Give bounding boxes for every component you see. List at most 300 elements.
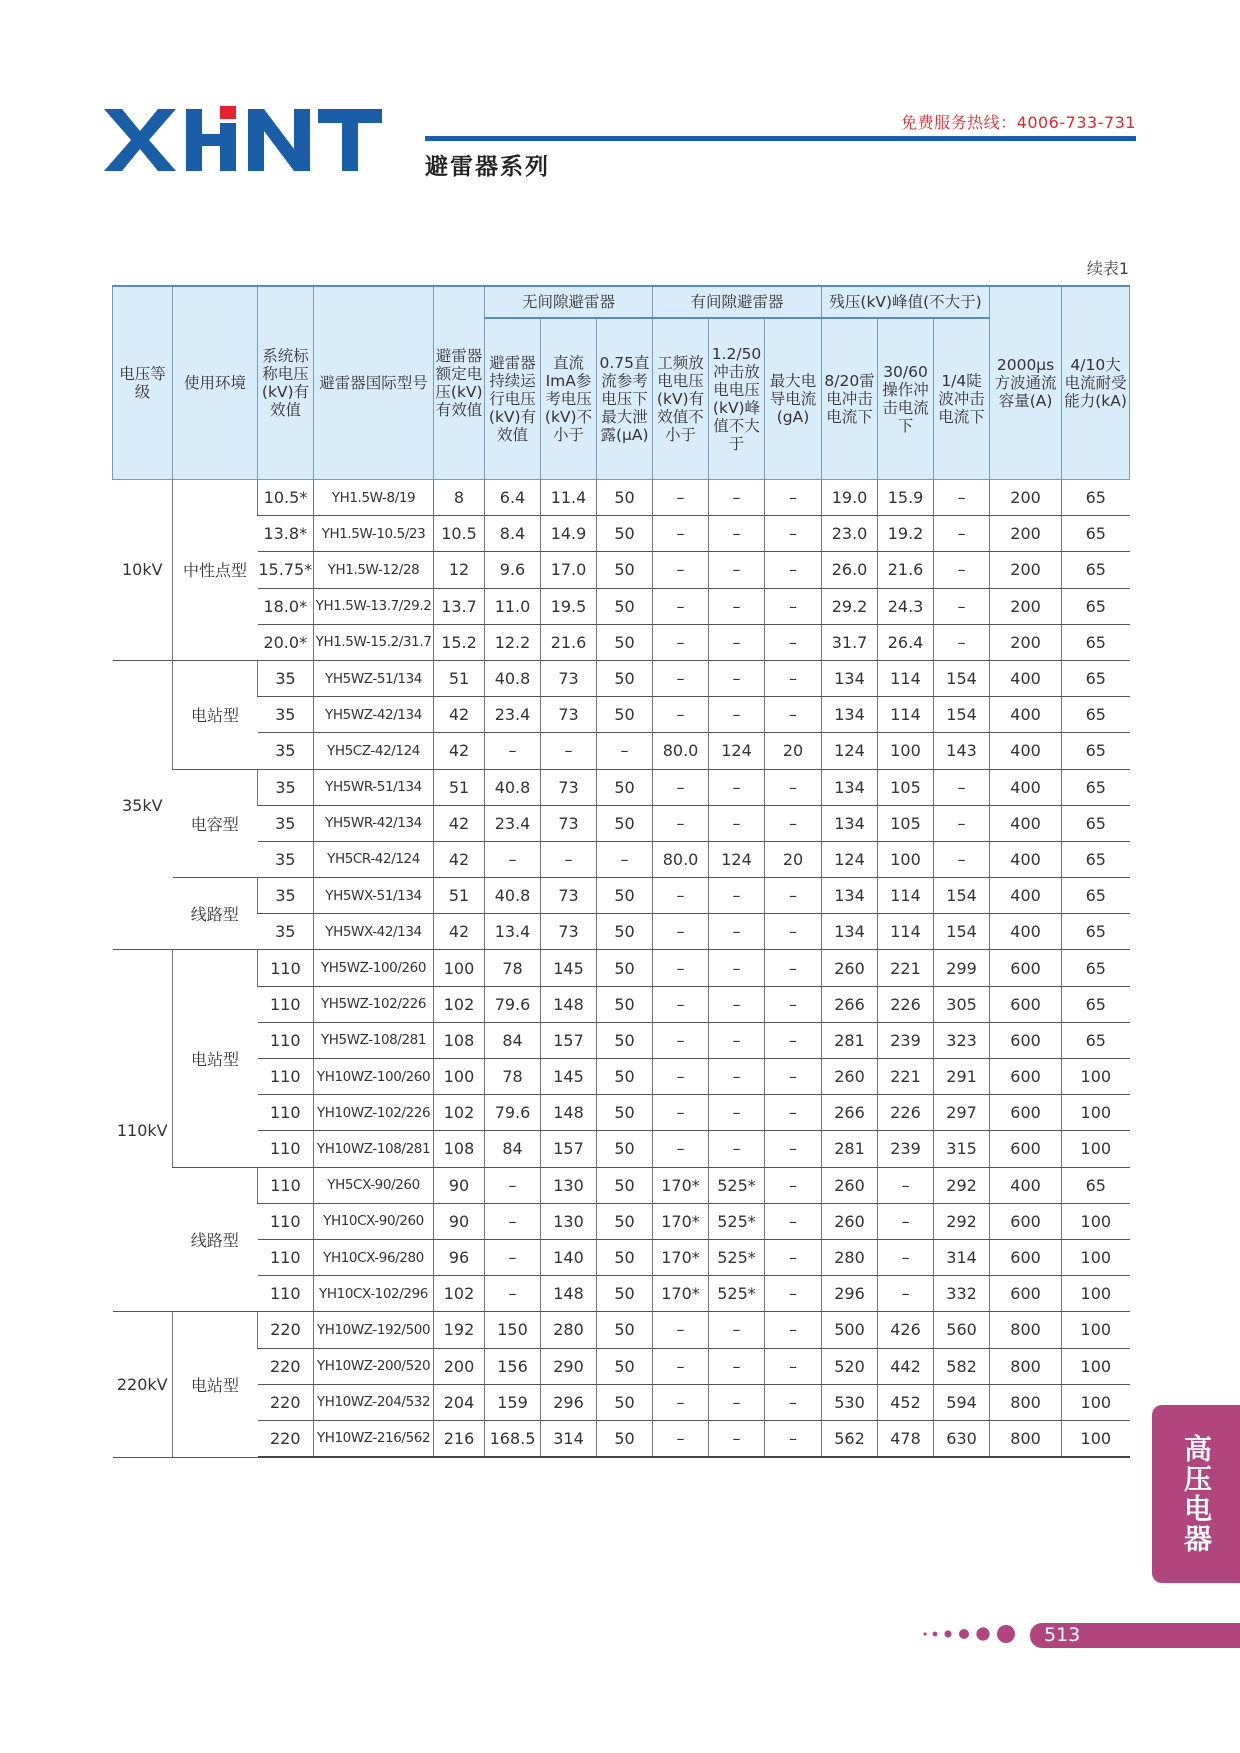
cell-high-current: 100 xyxy=(1062,1348,1130,1384)
cell-square-wave: 400 xyxy=(990,914,1062,950)
cell-system-voltage: 35 xyxy=(258,878,314,914)
cell-steep-residual: 314 xyxy=(934,1239,990,1275)
cell-impulse-discharge: – xyxy=(709,1022,765,1058)
cell-dc-reference: 290 xyxy=(541,1348,597,1384)
cell-model: YH5WX-51/134 xyxy=(314,878,434,914)
cell-square-wave: 400 xyxy=(990,697,1062,733)
cell-leakage: 50 xyxy=(597,1022,653,1058)
group-env-line-35kv: 线路型 xyxy=(173,878,258,950)
cell-power-frequency: – xyxy=(653,1059,709,1095)
cell-square-wave: 200 xyxy=(990,516,1062,552)
cell-lightning-residual: 134 xyxy=(822,697,878,733)
cell-steep-residual: 154 xyxy=(934,878,990,914)
cell-power-frequency: – xyxy=(653,1420,709,1457)
cell-system-voltage: 35 xyxy=(258,733,314,769)
cell-steep-residual: – xyxy=(934,769,990,805)
group-env-station-35kv: 电站型 xyxy=(173,660,258,769)
cell-power-frequency: – xyxy=(653,1312,709,1348)
cell-dc-reference: 19.5 xyxy=(541,588,597,624)
cell-switching-residual: 452 xyxy=(878,1384,934,1420)
cell-max-conduct: – xyxy=(765,480,822,516)
cell-model: YH5WZ-42/134 xyxy=(314,697,434,733)
cell-high-current: 65 xyxy=(1062,878,1130,914)
page-dots-decoration xyxy=(920,1622,1028,1646)
cell-continuous-voltage: 11.0 xyxy=(485,588,541,624)
cell-rated-voltage: 102 xyxy=(434,986,485,1022)
group-voltage-220kv: 220kV xyxy=(113,1312,173,1457)
cell-impulse-discharge: – xyxy=(709,697,765,733)
cell-switching-residual: 114 xyxy=(878,660,934,696)
cell-steep-residual: – xyxy=(934,841,990,877)
cell-power-frequency: 80.0 xyxy=(653,841,709,877)
cell-high-current: 65 xyxy=(1062,950,1130,986)
cell-high-current: 65 xyxy=(1062,516,1130,552)
table-row xyxy=(113,588,1130,624)
cell-switching-residual: 15.9 xyxy=(878,480,934,516)
cell-continuous-voltage: 13.4 xyxy=(485,914,541,950)
cell-impulse-discharge: – xyxy=(709,1059,765,1095)
table-row xyxy=(113,878,1130,914)
header-power-frequency: 工频放电电压(kV)有效值不小于 xyxy=(653,318,709,480)
cell-max-conduct: – xyxy=(765,986,822,1022)
cell-continuous-voltage: 78 xyxy=(485,950,541,986)
cell-impulse-discharge: – xyxy=(709,1348,765,1384)
cell-impulse-discharge: – xyxy=(709,624,765,660)
cell-steep-residual: 154 xyxy=(934,660,990,696)
header-divider xyxy=(425,136,1136,141)
cell-dc-reference: – xyxy=(541,841,597,877)
cell-steep-residual: 297 xyxy=(934,1095,990,1131)
cell-impulse-discharge: 525* xyxy=(709,1167,765,1203)
cell-switching-residual: 24.3 xyxy=(878,588,934,624)
cell-dc-reference: 157 xyxy=(541,1131,597,1167)
cell-model: YH10WZ-216/562 xyxy=(314,1420,434,1457)
cell-switching-residual: – xyxy=(878,1276,934,1312)
cell-power-frequency: – xyxy=(653,624,709,660)
cell-square-wave: 400 xyxy=(990,1167,1062,1203)
cell-impulse-discharge: – xyxy=(709,1312,765,1348)
cell-system-voltage: 35 xyxy=(258,914,314,950)
cell-continuous-voltage: 6.4 xyxy=(485,480,541,516)
cell-model: YH5CR-42/124 xyxy=(314,841,434,877)
cell-rated-voltage: 42 xyxy=(434,733,485,769)
cell-lightning-residual: 530 xyxy=(822,1384,878,1420)
cell-max-conduct: 20 xyxy=(765,733,822,769)
cell-model: YH10WZ-200/520 xyxy=(314,1348,434,1384)
group-voltage-110kv: 110kV xyxy=(113,950,173,1312)
cell-rated-voltage: 216 xyxy=(434,1420,485,1457)
cell-dc-reference: 296 xyxy=(541,1384,597,1420)
cell-square-wave: 400 xyxy=(990,769,1062,805)
cell-steep-residual: 292 xyxy=(934,1203,990,1239)
cell-max-conduct: – xyxy=(765,1022,822,1058)
cell-square-wave: 400 xyxy=(990,660,1062,696)
cell-square-wave: 600 xyxy=(990,1022,1062,1058)
table-row xyxy=(113,805,1130,841)
cell-dc-reference: 130 xyxy=(541,1167,597,1203)
cell-lightning-residual: 266 xyxy=(822,986,878,1022)
cell-system-voltage: 220 xyxy=(258,1312,314,1348)
cell-rated-voltage: 8 xyxy=(434,480,485,516)
cell-leakage: 50 xyxy=(597,914,653,950)
table-row xyxy=(113,516,1130,552)
cell-rated-voltage: 13.7 xyxy=(434,588,485,624)
cell-system-voltage: 220 xyxy=(258,1348,314,1384)
cell-lightning-residual: 124 xyxy=(822,733,878,769)
header-gapped-group: 有间隙避雷器 xyxy=(653,286,822,318)
cell-model: YH5WR-51/134 xyxy=(314,769,434,805)
cell-max-conduct: – xyxy=(765,624,822,660)
cell-dc-reference: 73 xyxy=(541,914,597,950)
cell-max-conduct: – xyxy=(765,660,822,696)
cell-model: YH5CZ-42/124 xyxy=(314,733,434,769)
cell-leakage: 50 xyxy=(597,480,653,516)
group-env-station-220kv: 电站型 xyxy=(173,1312,258,1457)
cell-dc-reference: 73 xyxy=(541,660,597,696)
cell-system-voltage: 220 xyxy=(258,1384,314,1420)
cell-power-frequency: 170* xyxy=(653,1239,709,1275)
cell-max-conduct: – xyxy=(765,1384,822,1420)
cell-leakage: 50 xyxy=(597,1420,653,1457)
cell-square-wave: 600 xyxy=(990,1095,1062,1131)
cell-lightning-residual: 260 xyxy=(822,950,878,986)
cell-continuous-voltage: – xyxy=(485,1276,541,1312)
table-row xyxy=(113,733,1130,769)
arrester-spec-table xyxy=(112,285,1130,1458)
cell-dc-reference: 21.6 xyxy=(541,624,597,660)
cell-system-voltage: 35 xyxy=(258,697,314,733)
cell-system-voltage: 110 xyxy=(258,1203,314,1239)
cell-leakage: – xyxy=(597,841,653,877)
cell-impulse-discharge: – xyxy=(709,805,765,841)
cell-leakage: 50 xyxy=(597,986,653,1022)
cell-max-conduct: – xyxy=(765,552,822,588)
table-row xyxy=(113,1276,1130,1312)
cell-steep-residual: 315 xyxy=(934,1131,990,1167)
cell-system-voltage: 110 xyxy=(258,1022,314,1058)
cell-impulse-discharge: 525* xyxy=(709,1276,765,1312)
cell-impulse-discharge: – xyxy=(709,516,765,552)
cell-switching-residual: 19.2 xyxy=(878,516,934,552)
header-dc-reference: 直流ImA参考电压(kV)不小于 xyxy=(541,318,597,480)
cell-max-conduct: – xyxy=(765,1348,822,1384)
cell-steep-residual: 299 xyxy=(934,950,990,986)
cell-lightning-residual: 500 xyxy=(822,1312,878,1348)
cell-rated-voltage: 102 xyxy=(434,1276,485,1312)
cell-continuous-voltage: 23.4 xyxy=(485,805,541,841)
cell-system-voltage: 20.0* xyxy=(258,624,314,660)
cell-continuous-voltage: – xyxy=(485,733,541,769)
cell-power-frequency: 80.0 xyxy=(653,733,709,769)
cell-lightning-residual: 520 xyxy=(822,1348,878,1384)
cell-leakage: 50 xyxy=(597,1095,653,1131)
header-gapless-group: 无间隙避雷器 xyxy=(485,286,653,318)
cell-rated-voltage: 100 xyxy=(434,1059,485,1095)
cell-switching-residual: – xyxy=(878,1239,934,1275)
cell-continuous-voltage: 9.6 xyxy=(485,552,541,588)
cell-high-current: 65 xyxy=(1062,769,1130,805)
cell-steep-residual: 292 xyxy=(934,1167,990,1203)
cell-model: YH5WX-42/134 xyxy=(314,914,434,950)
side-tab-label: 高压电器 xyxy=(1180,1434,1213,1554)
cell-power-frequency: – xyxy=(653,805,709,841)
cell-high-current: 100 xyxy=(1062,1095,1130,1131)
cell-rated-voltage: 102 xyxy=(434,1095,485,1131)
cell-square-wave: 800 xyxy=(990,1312,1062,1348)
cell-square-wave: 400 xyxy=(990,805,1062,841)
cell-system-voltage: 13.8* xyxy=(258,516,314,552)
cell-switching-residual: 426 xyxy=(878,1312,934,1348)
cell-model: YH5WR-42/134 xyxy=(314,805,434,841)
continued-label: 续表1 xyxy=(1086,259,1129,278)
cell-square-wave: 600 xyxy=(990,986,1062,1022)
table-row xyxy=(113,1131,1130,1167)
table-row xyxy=(113,841,1130,877)
cell-model: YH1.5W-15.2/31.7 xyxy=(314,624,434,660)
cell-leakage: 50 xyxy=(597,1348,653,1384)
cell-rated-voltage: 96 xyxy=(434,1239,485,1275)
cell-lightning-residual: 19.0 xyxy=(822,480,878,516)
cell-max-conduct: – xyxy=(765,914,822,950)
header-model: 避雷器国际型号 xyxy=(314,286,434,480)
header-leakage: 0.75直流参考电压下最大泄露(μA) xyxy=(597,318,653,480)
cell-leakage: 50 xyxy=(597,588,653,624)
cell-lightning-residual: 296 xyxy=(822,1276,878,1312)
cell-rated-voltage: 51 xyxy=(434,878,485,914)
header-impulse-discharge: 1.2/50冲击放电电压(kV)峰值不大于 xyxy=(709,318,765,480)
header-high-current: 4/10大电流耐受能力(kA) xyxy=(1062,286,1130,480)
cell-dc-reference: 148 xyxy=(541,986,597,1022)
cell-high-current: 100 xyxy=(1062,1131,1130,1167)
cell-switching-residual: 221 xyxy=(878,1059,934,1095)
cell-impulse-discharge: – xyxy=(709,769,765,805)
table-row xyxy=(113,1059,1130,1095)
cell-high-current: 65 xyxy=(1062,480,1130,516)
cell-steep-residual: – xyxy=(934,624,990,660)
cell-dc-reference: 11.4 xyxy=(541,480,597,516)
cell-power-frequency: – xyxy=(653,588,709,624)
cell-max-conduct: – xyxy=(765,1167,822,1203)
cell-square-wave: 800 xyxy=(990,1420,1062,1457)
cell-leakage: 50 xyxy=(597,878,653,914)
cell-power-frequency: – xyxy=(653,769,709,805)
cell-power-frequency: – xyxy=(653,914,709,950)
cell-steep-residual: 332 xyxy=(934,1276,990,1312)
group-voltage-10kv: 10kV xyxy=(113,480,173,661)
cell-max-conduct: 20 xyxy=(765,841,822,877)
cell-impulse-discharge: – xyxy=(709,1384,765,1420)
cell-continuous-voltage: – xyxy=(485,841,541,877)
cell-model: YH10CX-96/280 xyxy=(314,1239,434,1275)
table-row xyxy=(113,1022,1130,1058)
table-row xyxy=(113,914,1130,950)
series-title: 避雷器系列 xyxy=(425,154,550,180)
cell-dc-reference: 145 xyxy=(541,950,597,986)
group-env-neutral: 中性点型 xyxy=(173,480,258,661)
cell-rated-voltage: 90 xyxy=(434,1203,485,1239)
cell-model: YH1.5W-10.5/23 xyxy=(314,516,434,552)
cell-lightning-residual: 266 xyxy=(822,1095,878,1131)
cell-high-current: 100 xyxy=(1062,1384,1130,1420)
cell-max-conduct: – xyxy=(765,1239,822,1275)
cell-impulse-discharge: 525* xyxy=(709,1203,765,1239)
group-env-line-110kv: 线路型 xyxy=(173,1167,258,1312)
cell-power-frequency: 170* xyxy=(653,1167,709,1203)
cell-power-frequency: – xyxy=(653,1384,709,1420)
cell-power-frequency: – xyxy=(653,697,709,733)
cell-switching-residual: 26.4 xyxy=(878,624,934,660)
cell-model: YH10CX-102/296 xyxy=(314,1276,434,1312)
cell-square-wave: 200 xyxy=(990,552,1062,588)
cell-switching-residual: 226 xyxy=(878,1095,934,1131)
cell-model: YH5WZ-108/281 xyxy=(314,1022,434,1058)
cell-continuous-voltage: 79.6 xyxy=(485,1095,541,1131)
cell-leakage: 50 xyxy=(597,1384,653,1420)
table-row xyxy=(113,1095,1130,1131)
cell-system-voltage: 110 xyxy=(258,1239,314,1275)
cell-high-current: 100 xyxy=(1062,1420,1130,1457)
cell-continuous-voltage: 78 xyxy=(485,1059,541,1095)
cell-system-voltage: 18.0* xyxy=(258,588,314,624)
header-system-voltage: 系统标称电压(kV)有效值 xyxy=(258,286,314,480)
table-row xyxy=(113,1203,1130,1239)
cell-power-frequency: – xyxy=(653,516,709,552)
cell-continuous-voltage: – xyxy=(485,1203,541,1239)
cell-max-conduct: – xyxy=(765,805,822,841)
cell-lightning-residual: 23.0 xyxy=(822,516,878,552)
cell-leakage: 50 xyxy=(597,1239,653,1275)
cell-system-voltage: 35 xyxy=(258,769,314,805)
cell-switching-residual: 221 xyxy=(878,950,934,986)
cell-high-current: 65 xyxy=(1062,841,1130,877)
cell-leakage: 50 xyxy=(597,1312,653,1348)
cell-high-current: 65 xyxy=(1062,986,1130,1022)
cell-square-wave: 800 xyxy=(990,1384,1062,1420)
cell-power-frequency: – xyxy=(653,1022,709,1058)
cell-impulse-discharge: – xyxy=(709,552,765,588)
cell-square-wave: 400 xyxy=(990,878,1062,914)
cell-power-frequency: – xyxy=(653,660,709,696)
cell-steep-residual: 630 xyxy=(934,1420,990,1457)
cell-high-current: 65 xyxy=(1062,1167,1130,1203)
cell-dc-reference: 140 xyxy=(541,1239,597,1275)
cell-leakage: 50 xyxy=(597,1059,653,1095)
cell-switching-residual: 239 xyxy=(878,1131,934,1167)
header-steep: 1/4陡波冲击电流下 xyxy=(934,318,990,480)
cell-steep-residual: 154 xyxy=(934,697,990,733)
cell-model: YH10WZ-108/281 xyxy=(314,1131,434,1167)
cell-steep-residual: 291 xyxy=(934,1059,990,1095)
cell-max-conduct: – xyxy=(765,1131,822,1167)
cell-impulse-discharge: – xyxy=(709,660,765,696)
cell-square-wave: 600 xyxy=(990,1276,1062,1312)
cell-high-current: 100 xyxy=(1062,1203,1130,1239)
cell-high-current: 65 xyxy=(1062,1022,1130,1058)
cell-lightning-residual: 134 xyxy=(822,769,878,805)
cell-power-frequency: 170* xyxy=(653,1203,709,1239)
cell-lightning-residual: 260 xyxy=(822,1167,878,1203)
cell-high-current: 65 xyxy=(1062,914,1130,950)
table-row xyxy=(113,552,1130,588)
cell-switching-residual: 105 xyxy=(878,805,934,841)
cell-max-conduct: – xyxy=(765,1312,822,1348)
cell-square-wave: 600 xyxy=(990,1059,1062,1095)
cell-lightning-residual: 280 xyxy=(822,1239,878,1275)
cell-lightning-residual: 134 xyxy=(822,805,878,841)
cell-rated-voltage: 100 xyxy=(434,950,485,986)
group-env-capacitor: 电容型 xyxy=(173,769,258,878)
cell-dc-reference: – xyxy=(541,733,597,769)
cell-continuous-voltage: – xyxy=(485,1167,541,1203)
cell-system-voltage: 110 xyxy=(258,1276,314,1312)
cell-lightning-residual: 260 xyxy=(822,1203,878,1239)
cell-high-current: 65 xyxy=(1062,660,1130,696)
cell-rated-voltage: 15.2 xyxy=(434,624,485,660)
cell-model: YH10WZ-204/532 xyxy=(314,1384,434,1420)
cell-high-current: 100 xyxy=(1062,1239,1130,1275)
cell-steep-residual: 582 xyxy=(934,1348,990,1384)
service-hotline: 免费服务热线：4006-733-731 xyxy=(901,113,1136,132)
cell-switching-residual: – xyxy=(878,1203,934,1239)
cell-continuous-voltage: 150 xyxy=(485,1312,541,1348)
cell-model: YH1.5W-8/19 xyxy=(314,480,434,516)
group-env-station-110kv: 电站型 xyxy=(173,950,258,1167)
cell-dc-reference: 130 xyxy=(541,1203,597,1239)
cell-square-wave: 200 xyxy=(990,624,1062,660)
header-rated-voltage: 避雷器额定电压(kV)有效值 xyxy=(434,286,485,480)
cell-rated-voltage: 90 xyxy=(434,1167,485,1203)
cell-model: YH10WZ-192/500 xyxy=(314,1312,434,1348)
cell-system-voltage: 110 xyxy=(258,1131,314,1167)
cell-max-conduct: – xyxy=(765,1203,822,1239)
cell-model: YH1.5W-13.7/29.2 xyxy=(314,588,434,624)
cell-steep-residual: – xyxy=(934,805,990,841)
cell-impulse-discharge: – xyxy=(709,986,765,1022)
cell-continuous-voltage: 79.6 xyxy=(485,986,541,1022)
cell-lightning-residual: 134 xyxy=(822,914,878,950)
cell-lightning-residual: 31.7 xyxy=(822,624,878,660)
header-environment: 使用环境 xyxy=(173,286,258,480)
cell-rated-voltage: 204 xyxy=(434,1384,485,1420)
page-number: 513 xyxy=(1030,1623,1240,1648)
cell-model: YH10WZ-102/226 xyxy=(314,1095,434,1131)
cell-rated-voltage: 12 xyxy=(434,552,485,588)
cell-dc-reference: 73 xyxy=(541,805,597,841)
cell-rated-voltage: 192 xyxy=(434,1312,485,1348)
cell-switching-residual: – xyxy=(878,1167,934,1203)
cell-square-wave: 400 xyxy=(990,841,1062,877)
cell-leakage: – xyxy=(597,733,653,769)
cell-max-conduct: – xyxy=(765,950,822,986)
cell-system-voltage: 110 xyxy=(258,1167,314,1203)
cell-high-current: 100 xyxy=(1062,1059,1130,1095)
cell-continuous-voltage: – xyxy=(485,1239,541,1275)
cell-continuous-voltage: 84 xyxy=(485,1022,541,1058)
cell-model: YH10CX-90/260 xyxy=(314,1203,434,1239)
table-row xyxy=(113,480,1130,516)
table-row xyxy=(113,624,1130,660)
cell-rated-voltage: 51 xyxy=(434,660,485,696)
cell-dc-reference: 73 xyxy=(541,769,597,805)
cell-impulse-discharge: – xyxy=(709,914,765,950)
cell-switching-residual: 100 xyxy=(878,841,934,877)
cell-high-current: 65 xyxy=(1062,805,1130,841)
header-voltage-level: 电压等级 xyxy=(113,286,173,480)
cell-leakage: 50 xyxy=(597,1131,653,1167)
cell-power-frequency: – xyxy=(653,552,709,588)
cell-impulse-discharge: 525* xyxy=(709,1239,765,1275)
cell-leakage: 50 xyxy=(597,552,653,588)
